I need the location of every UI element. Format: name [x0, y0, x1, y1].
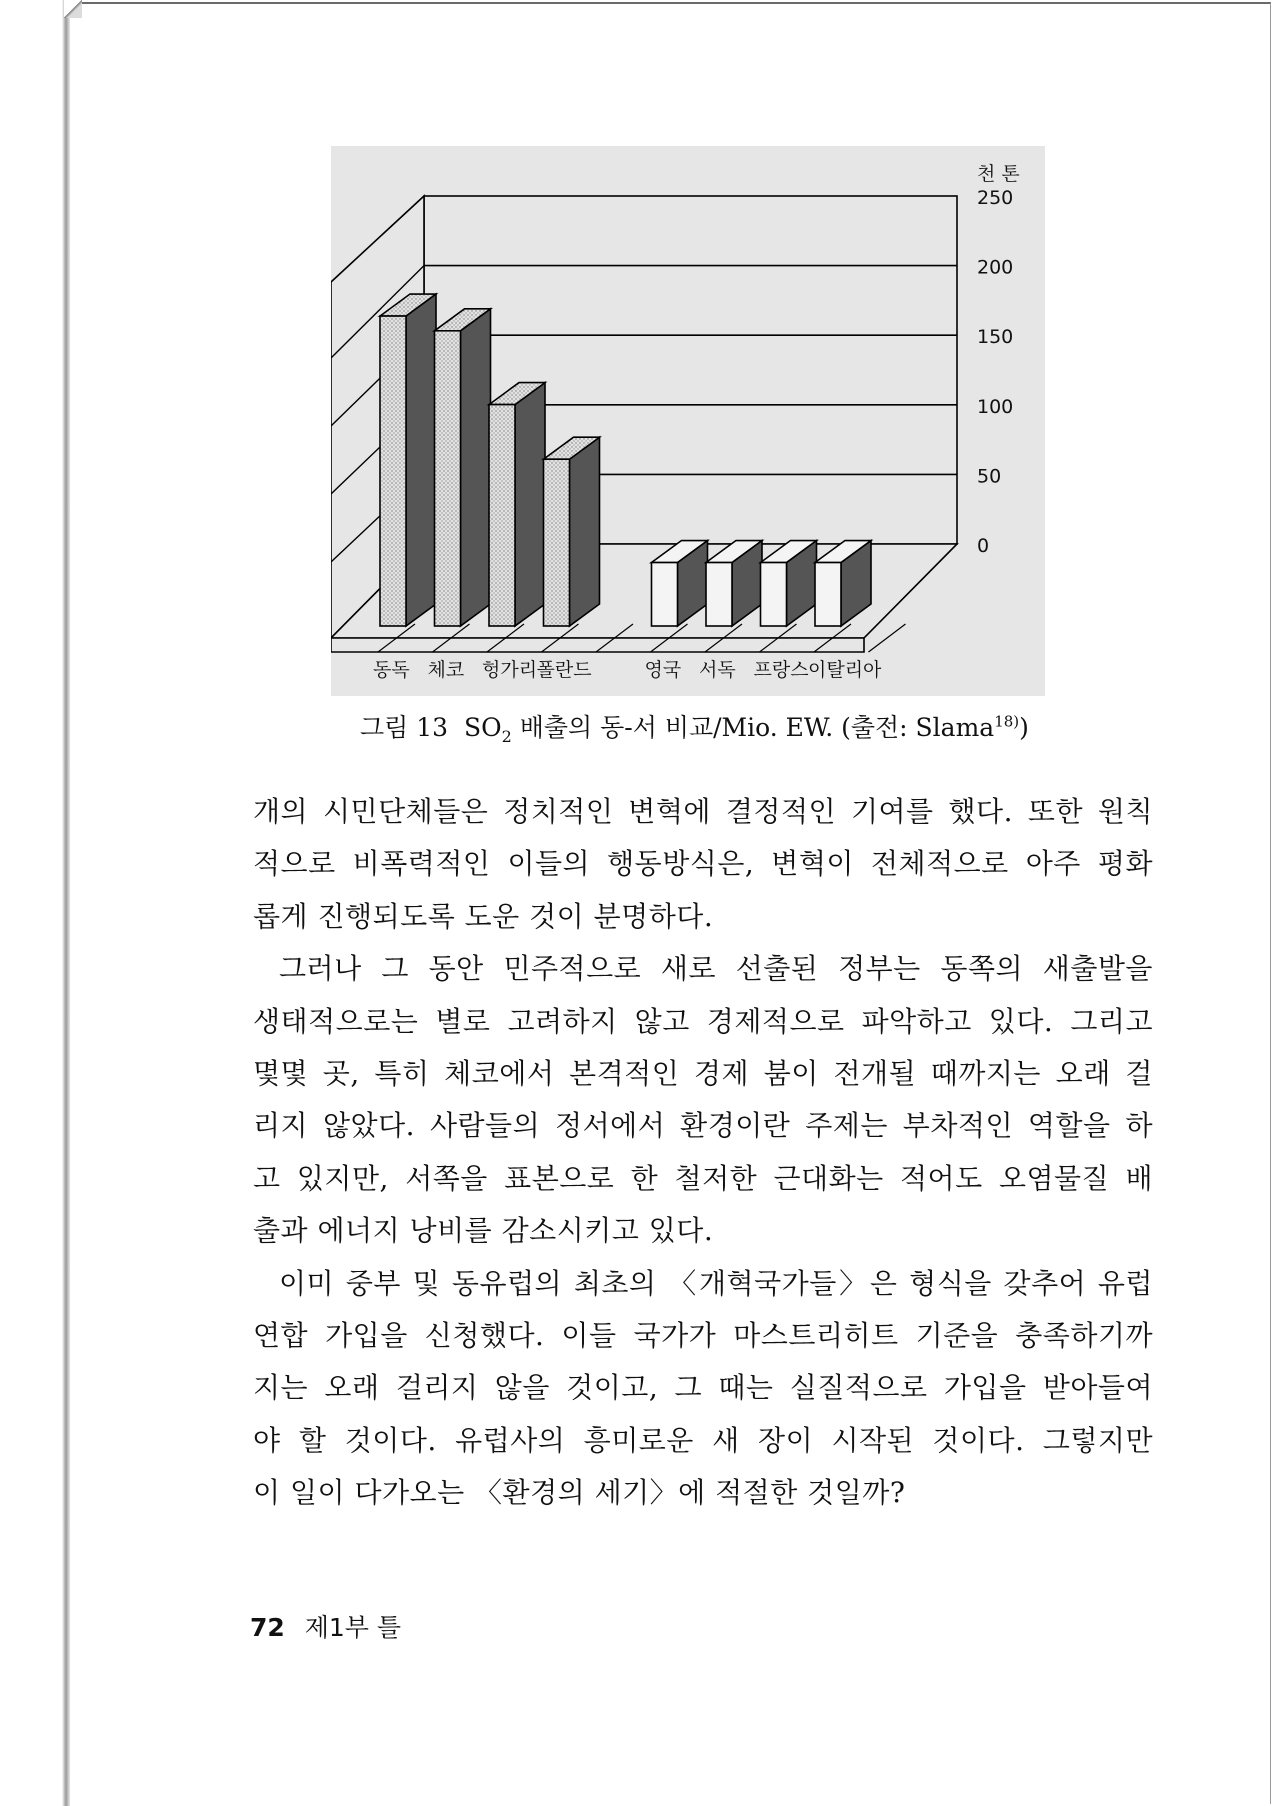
bar: [380, 316, 406, 626]
bar: [652, 563, 678, 626]
caption-prefix: 그림 13: [360, 713, 449, 742]
text-line: 지는 오래 걸리지 않을 것이고, 그 때는 실질적으로 가입을 받아들여: [253, 1371, 1153, 1405]
bar: [435, 331, 461, 626]
x-tick-label: 체코: [427, 659, 465, 681]
section-title: 제1부 틀: [304, 1613, 402, 1642]
text-line: 롭게 진행되도록 도운 것이 분명하다.: [253, 899, 714, 933]
page-number: 72: [250, 1613, 285, 1642]
caption-reference: 18): [994, 712, 1020, 731]
so2-bar-chart: [331, 146, 1045, 696]
text-line: 몇몇 곳, 특히 체코에서 본격적인 경제 붐이 전개될 때까지는 오래 걸: [253, 1056, 1153, 1090]
bar: [489, 405, 515, 626]
figure-13: [331, 146, 1045, 696]
bar-side: [570, 437, 600, 626]
bar: [761, 563, 787, 626]
book-edge: [0, 0, 70, 1806]
x-tick-label: 폴란드: [536, 659, 592, 681]
caption-text: 배출의 동-서 비교/Mio. EW. (출전: Slama: [519, 713, 995, 742]
text-line: 출과 에너지 낭비를 감소시키고 있다.: [253, 1214, 714, 1248]
x-tick-label: 서독: [699, 659, 736, 681]
text-line: 이 일이 다가오는 〈환경의 세기〉에 적절한 것일까?: [253, 1476, 906, 1510]
page-footer: [250, 1608, 401, 1644]
text-line: 적으로 비폭력적인 이들의 행동방식은, 변혁이 전체적으로 아주 평화: [253, 847, 1153, 881]
caption-close: ): [1019, 713, 1029, 742]
x-tick-label: 영국: [644, 659, 682, 681]
bar-side: [515, 383, 545, 626]
text-line: 그러나 그 동안 민주적으로 새로 선출된 정부는 동쪽의 새출발을: [279, 952, 1153, 986]
text-line: 이미 중부 및 동유럽의 최초의 〈개혁국가들〉은 형식을 갖추어 유럽: [279, 1266, 1153, 1300]
text-line: 생태적으로는 별로 고려하지 않고 경제적으로 파악하고 있다. 그리고: [253, 1004, 1153, 1038]
body-text: [253, 786, 1153, 1519]
y-tick-label: 200: [977, 256, 1014, 279]
text-line: 야 할 것이다. 유럽사의 흥미로운 새 장이 시작된 것이다. 그렇지만: [253, 1423, 1153, 1457]
x-tick-label: 동독: [373, 659, 410, 681]
text-line: 개의 시민단체들은 정치적인 변혁에 결정적인 기여를 했다. 또한 원칙: [253, 795, 1153, 828]
y-tick-label: 50: [977, 465, 1002, 488]
page-corner: [64, 0, 82, 18]
figure-caption: [360, 708, 1080, 746]
x-tick-label: 프랑스: [753, 659, 809, 681]
y-tick-label: 150: [977, 326, 1014, 349]
bar-side: [461, 309, 491, 626]
x-tick-label: 헝가리: [482, 659, 538, 681]
bar-side: [406, 294, 436, 626]
caption-so-subscript: 2: [501, 727, 512, 746]
chart-floor-edge: [331, 638, 864, 652]
text-line: 연합 가입을 신청했다. 이들 국가가 마스트리히트 기준을 충족하기까: [253, 1318, 1153, 1352]
x-tick-label: 이탈리아: [808, 659, 882, 681]
bar: [544, 459, 570, 626]
y-unit-label: 천 톤: [977, 163, 1020, 185]
text-line: 고 있지만, 서쪽을 표본으로 한 철저한 근대화는 적어도 오염물질 배: [253, 1161, 1153, 1195]
caption-so: SO: [463, 713, 502, 742]
bar: [815, 563, 841, 626]
y-tick-label: 250: [977, 187, 1014, 209]
y-tick-label: 0: [977, 535, 990, 557]
text-line: 리지 않았다. 사람들의 정서에서 환경이란 주제는 부차적인 역할을 하: [253, 1109, 1153, 1143]
bar: [706, 563, 732, 626]
y-tick-label: 100: [977, 395, 1014, 418]
